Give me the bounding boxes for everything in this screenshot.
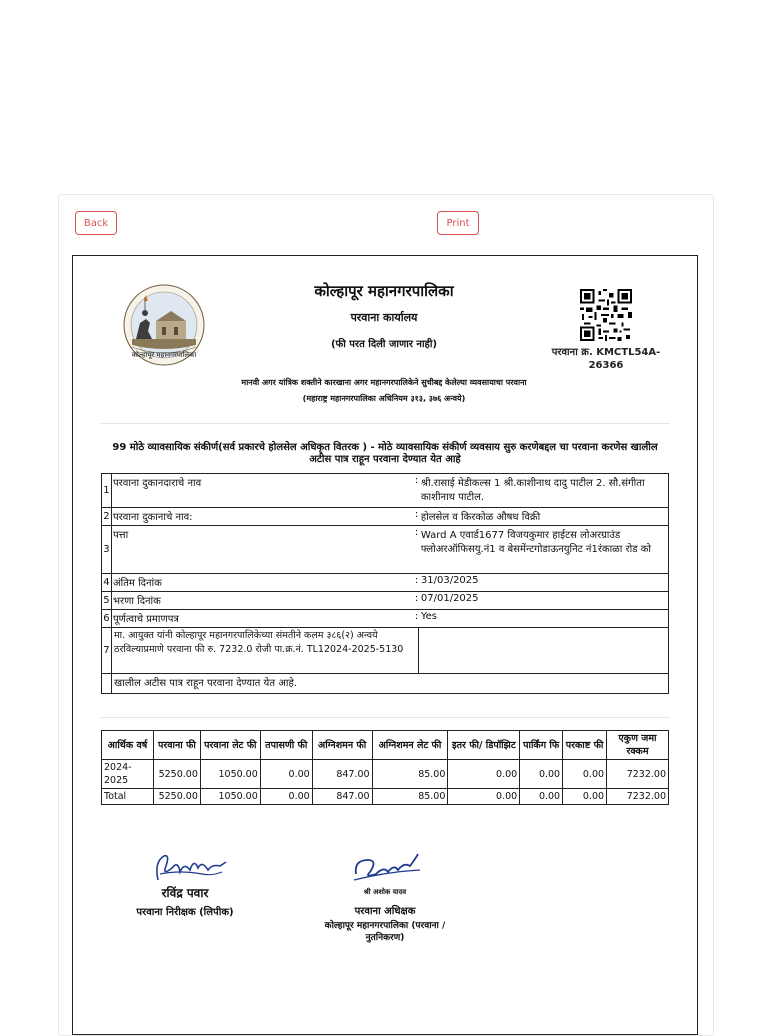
- row-number: 6: [102, 610, 112, 628]
- fee-cell: 5250.00: [153, 789, 200, 805]
- inspector-name: रविंद्र पवार: [161, 886, 209, 900]
- print-button[interactable]: Print: [437, 211, 479, 235]
- col-header: अग्निशमन लेट फी: [372, 731, 448, 760]
- table-row: [102, 526, 669, 574]
- inspector-role: परवाना निरीक्षक (लिपीक): [136, 907, 234, 918]
- superintendent-role: परवाना अधिक्षक: [354, 906, 416, 917]
- fee-cell: 7232.00: [607, 789, 669, 805]
- non-refundable-note: (फी परत दिली जाणार नाही): [330, 339, 438, 350]
- license-details-table: [101, 473, 669, 694]
- row-label: परवाना दुकानदाराचे नाव: [111, 474, 414, 508]
- row-label: पत्ता: [111, 526, 414, 574]
- col-header: एकुण जमा रक्कम: [607, 731, 669, 760]
- fee-cell: 1050.00: [200, 760, 260, 789]
- fee-cell: 2024-2025: [102, 760, 154, 789]
- qr-code-icon: [579, 289, 633, 341]
- row-number: 5: [102, 592, 112, 610]
- table-row: [102, 474, 669, 508]
- col-header: तपासणी फी: [260, 731, 312, 760]
- table-row: [102, 674, 669, 694]
- row-separator: :: [415, 574, 419, 592]
- fee-cell: 847.00: [312, 789, 372, 805]
- table-row: [102, 789, 669, 805]
- row-number: 4: [102, 574, 112, 592]
- fee-cell: Total: [102, 789, 154, 805]
- logo-caption: कोल्हापूर महानगरपालिका: [131, 351, 197, 359]
- fees-header-row: [102, 731, 669, 760]
- expiry-date: 31/03/2025: [419, 574, 669, 592]
- table-row: [102, 628, 669, 674]
- payment-date: 07/01/2025: [419, 592, 669, 610]
- col-header: इतर फी/ डिपॉझिट: [448, 731, 520, 760]
- table-row: [102, 610, 669, 628]
- fee-cell: 0.00: [260, 760, 312, 789]
- col-header: पार्किंग फि: [520, 731, 563, 760]
- col-header: परवाना फी: [153, 731, 200, 760]
- fee-cell: 0.00: [520, 789, 563, 805]
- fee-cell: 5250.00: [153, 760, 200, 789]
- completion-certificate: Yes: [419, 610, 669, 628]
- fee-cell: 0.00: [448, 789, 520, 805]
- row-label: अंतिम दिनांक: [111, 574, 414, 592]
- fee-cell: 85.00: [372, 760, 448, 789]
- fee-cell: 0.00: [448, 760, 520, 789]
- table-row: [102, 592, 669, 610]
- superintendent-name: श्री अशोक यादव: [363, 888, 407, 896]
- superintendent-signature: [350, 850, 422, 886]
- fee-approval-value: [419, 628, 669, 674]
- table-row: [102, 508, 669, 526]
- shop-owner-name: श्री.रासाई मेडीकल्स 1 श्री.काशीनाथ दादु पाटील 2. सौ.संगीता काशीनाथ पाटील.: [419, 474, 669, 508]
- divider: [100, 717, 670, 718]
- row-label: भरणा दिनांक: [111, 592, 414, 610]
- fees-table: [101, 730, 669, 805]
- act-reference: (महाराष्ट्र महानगरपालिका अधिनियम ३१३, ३७६ अन्वये): [302, 394, 466, 403]
- row-separator: :: [415, 474, 419, 508]
- divider: [100, 423, 670, 424]
- row-separator: :: [415, 508, 419, 526]
- terms-line: खालील अटीस पात्र राहून परवाना देण्यात येत आहे.: [111, 674, 668, 694]
- row-number: 2: [102, 508, 112, 526]
- row-number: 3: [102, 526, 112, 574]
- business-category-heading: 99 मोठे व्यावसायिक संकीर्ण(सर्व प्रकारचे होलसेल अधिकृत वितरक ) - मोठे व्यावसायिक संकीर्ण व्यवसाय सुरु करणेबद्दल चा परवाना करणेस खालील अटीस पात्र राहून परवाना देण्यात येत आहे: [112, 442, 658, 465]
- col-header: परकाष्ट फी: [563, 731, 607, 760]
- corporation-title: कोल्हापूर महानगरपालिका: [314, 282, 454, 300]
- fee-cell: 847.00: [312, 760, 372, 789]
- fee-cell: 0.00: [520, 760, 563, 789]
- table-row: [102, 574, 669, 592]
- back-button[interactable]: Back: [75, 211, 117, 235]
- fee-cell: 1050.00: [200, 789, 260, 805]
- row-number: 7: [102, 628, 112, 674]
- row-separator: :: [415, 526, 419, 574]
- fee-approval-text: मा. आयुक्त यांनी कोल्हापूर महानगरपालिकेच्या संमतीने कलम ३८६(२) अन्वये ठरविल्याप्रमाणे परवाना फी रु. 7232.0 रोजी पा.क्र.नं. TL12024-2025-5130: [111, 628, 418, 674]
- row-number: 1: [102, 474, 112, 508]
- fee-cell: 0.00: [563, 760, 607, 789]
- shop-address: Ward A एवार्ड1677 विजयकुमार हाईटस लोअरग्राउंड फ्लोअरऑफिसयु.नं1 व बेसमेंन्टगोडाऊनयुनिट नं1रंकाळा रोड को: [419, 526, 669, 574]
- fee-cell: 0.00: [260, 789, 312, 805]
- shop-name: होलसेल व किरकोळ औषध विक्री: [419, 508, 669, 526]
- fee-cell: 0.00: [563, 789, 607, 805]
- col-header: परवाना लेट फी: [200, 731, 260, 760]
- license-subheading: मानवी अगर यांत्रिक शक्तीने कारखाना अगर महानगरपालिकेने सुचीबद्द केलेल्या व्यवसायाचा परवाना: [241, 378, 527, 387]
- superintendent-organization: कोल्हापूर महानगरपालिका (परवाना / नुतनिकरण): [324, 921, 446, 943]
- fee-cell: 7232.00: [607, 760, 669, 789]
- col-header: आर्थिक वर्ष: [102, 731, 154, 760]
- row-number-empty: [102, 674, 112, 694]
- row-label: पूर्णत्वाचे प्रमाणपत्र: [111, 610, 414, 628]
- inspector-signature: [150, 850, 230, 886]
- col-header: अग्निशमन फी: [312, 731, 372, 760]
- table-row: [102, 760, 669, 789]
- row-separator: :: [415, 610, 419, 628]
- row-separator: :: [415, 592, 419, 610]
- license-number: परवाना क्र. KMCTL54A-26366: [551, 347, 661, 371]
- fee-cell: 85.00: [372, 789, 448, 805]
- row-label: परवाना दुकानाचे नाव:: [111, 508, 414, 526]
- office-title: परवाना कार्यालय: [350, 311, 418, 324]
